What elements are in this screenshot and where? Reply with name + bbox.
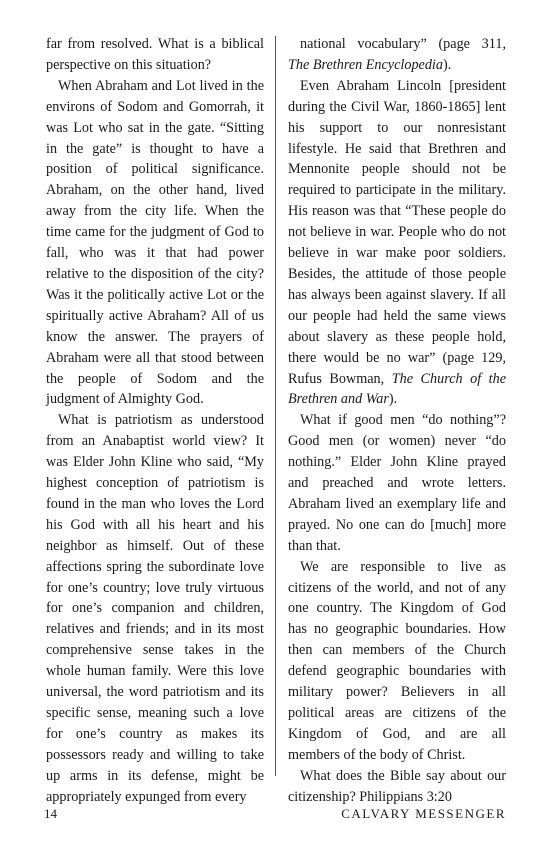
paragraph: When Abraham and Lot lived in the environs of Sodom and Gomorrah, it was Lot who sat in the gate. “Sitting in the gate” is thought to have a position of political significance. Abraham, on the other hand, lived away from the city life. When the time came for the judgment of God to fall, who was it that had power relative to the disposition of the city? Was it the politically active Lot or the spiritually active Abraham? All of us know the answer. The prayers of Abraham were all that stood between the people of Sodom and the judgment of Almighty God. — [46, 77, 264, 408]
paragraph-text: national vocabulary” (page 311, — [300, 36, 506, 52]
paragraph-text: ). — [442, 56, 452, 73]
paragraph: What is patriotism as understood from an Anabaptist world view? It was Elder John Kline who said, “My highest conception of patriotism is found in the man who loves the Lord his God with all his heart and his neighbor as himself. Out of these affections spring the subordinate love for one’s country; love truly virtuous for one’s companion and children, relatives and friends; and in its most comprehensive sense takes in the whole human family. Were this love universal, the word patriotism and its specific sense, meaning such a love for one’s country as makes its possessors ready and willing to take up arms in its defense, might be appropriately expunged from every — [46, 412, 264, 805]
paragraph: We are responsible to live as citizens of the world, and not of any one country. The Kingdom of God has no geographic boundaries. How then can members of the Church defend geographic boundaries with military power? Believers in all political areas are citizens of the Kingdom of God, and are all members of the body of Christ. — [288, 558, 506, 763]
column-divider — [275, 36, 276, 776]
paragraph-text: Even Abraham Lincoln [president during the Civil War, 1860-1865] lent his support to our nonresistant lifestyle. He said that Brethren and Mennonite people should not be required to participate in the military. His reason was that “These people do not believe in war. People who do not believe in war make poor soldiers. Besides, the attitude of those people has always been against slavery. If all our people had held the same views about slavery as these people hold, there would be no war” (page 129, Rufus Bowman, — [288, 77, 506, 387]
paragraph — [288, 76, 506, 411]
book-title: The Brethren Encyclopedia — [288, 56, 443, 73]
right-column — [288, 34, 506, 808]
paragraph: What does the Bible say about our citizenship? Philippians 3:20 — [288, 767, 506, 805]
left-column — [46, 34, 264, 808]
book-title: The Church of the Brethren and War — [288, 370, 507, 408]
page-number: 14 — [44, 806, 57, 821]
paragraph-text: ). — [388, 391, 398, 408]
paragraph: What if good men “do nothing”? Good men (or women) never “do nothing.” Elder John Kline prayed and preached and wrote letters. Abraham lived an exemplary life and prayed. No one can do [much] more than that. — [288, 412, 506, 554]
paragraph: far from resolved. What is a biblical perspective on this situation? — [46, 36, 264, 73]
paragraph — [288, 34, 506, 76]
running-title: CALVARY MESSENGER — [341, 806, 506, 821]
